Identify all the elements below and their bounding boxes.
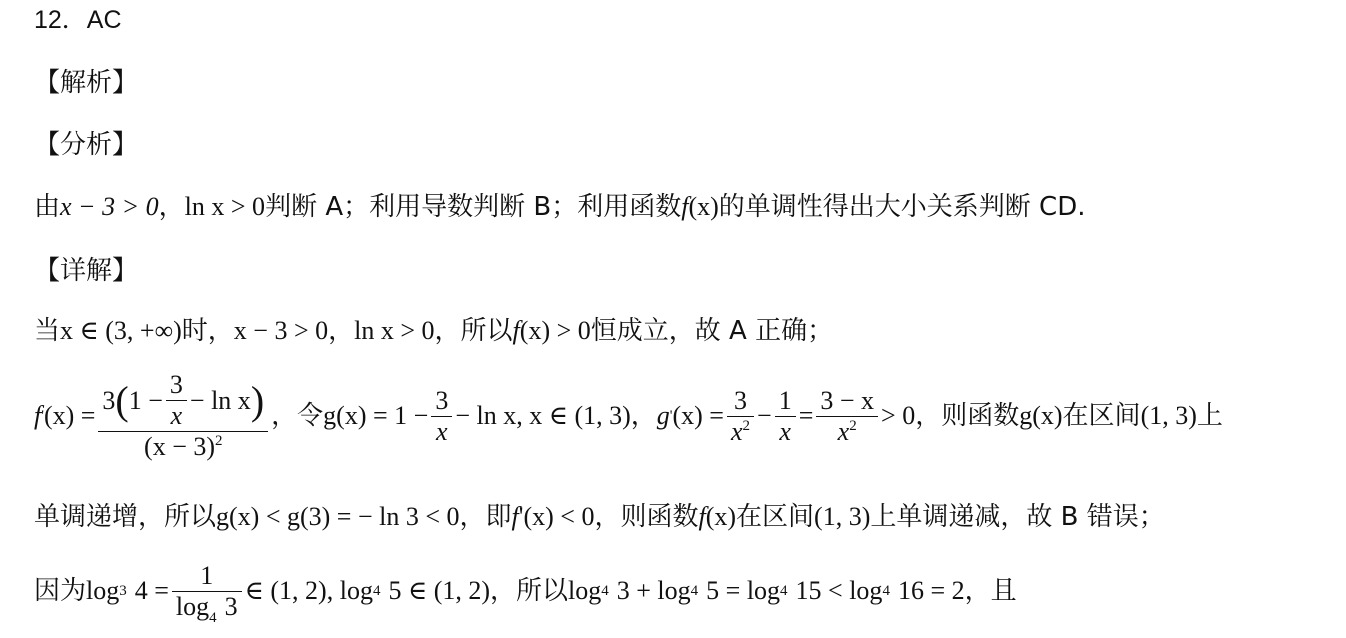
d2-inner-num: 3 bbox=[169, 370, 183, 400]
d2-left-paren: ( bbox=[115, 377, 129, 423]
d2-f3-exp: 2 bbox=[849, 417, 857, 434]
d2-f1-den: x bbox=[730, 416, 743, 446]
d2-num-tail: − ln x bbox=[189, 385, 251, 415]
analysis-math-1: x − 3 > 0 bbox=[60, 192, 159, 221]
d1-text-1: 当 bbox=[34, 316, 61, 346]
d3-math-f: f bbox=[511, 502, 519, 531]
d2-lhs-rest: (x) = bbox=[43, 401, 96, 430]
d4-in-1: ∈ (1, 2), log bbox=[244, 576, 373, 605]
d2-inner-fraction bbox=[166, 370, 187, 431]
d4-sum-a4: 16 = 2 bbox=[897, 576, 965, 605]
d4-fraction bbox=[172, 560, 242, 626]
d4-sum-a3: 15 < log bbox=[795, 576, 883, 605]
d2-den-base: (x − 3) bbox=[144, 431, 216, 461]
d2-num-3: 3 bbox=[102, 385, 116, 415]
d2-right-paren: ) bbox=[250, 377, 265, 423]
d2-f3-den: x bbox=[837, 416, 850, 446]
d4-text-3: ，且 bbox=[964, 576, 1017, 606]
d2-text-5: 上 bbox=[1196, 401, 1223, 431]
d3-text-5: 上单调递减，故 B 错误； bbox=[870, 502, 1165, 532]
d4-sum-log1: log bbox=[568, 576, 602, 605]
d2-f1-exp: 2 bbox=[742, 417, 751, 434]
d3-text-3: ，则函数 bbox=[594, 502, 699, 532]
d2-gp-rest: (x) = bbox=[672, 401, 724, 430]
analysis-line bbox=[34, 194, 1086, 220]
d3-text-2: ，即 bbox=[459, 502, 512, 532]
section-jiexi-label: 【解析】 bbox=[34, 68, 139, 98]
d2-frac-1 bbox=[727, 386, 754, 447]
d2-f2-num: 1 bbox=[778, 385, 792, 415]
d2-g-fn: g(x) bbox=[1019, 401, 1063, 430]
detail-line-2: f ' (x) = 3 ( 1 − $\frac{3}{x}$ − ln x ) $(x - 3)^2$ ，令 g(x) = 1 − $\frac{3}{x}$ − ln x, x ∈ (1, 3) ， g ' (x) = $\frac{3}{x^2}$ − $\frac{1}{x}$ = $\frac{3 - x}{x^2}$ > 0 ，则函数 g(x) 在区间 (1, 3) 上 bbox=[34, 370, 1223, 461]
d2-g-den: x bbox=[436, 416, 448, 446]
d1-text-4: ，所以 bbox=[434, 316, 513, 346]
section-xiangjie-label: 【详解】 bbox=[34, 256, 139, 286]
d2-inner-den: x bbox=[170, 401, 183, 431]
d2-den-exp: 2 bbox=[215, 432, 223, 449]
analysis-text-4: 的单调性得出大小关系判断 CD. bbox=[718, 192, 1086, 222]
section-fenxi bbox=[34, 132, 138, 158]
d2-interval: (1, 3) bbox=[1140, 401, 1197, 430]
d4-frac-num: 1 bbox=[200, 560, 214, 590]
d2-text-2: ， bbox=[630, 401, 657, 431]
answer-line bbox=[34, 8, 122, 33]
d2-f: f bbox=[34, 401, 42, 430]
d1-text-5: 恒成立，故 A 正确； bbox=[590, 316, 834, 346]
d4-frac-den-arg: 3 bbox=[224, 591, 238, 621]
d3-math-4: (1, 3) bbox=[814, 502, 871, 531]
d1-math-5: (x) > 0 bbox=[519, 316, 591, 345]
d4-log: log bbox=[86, 576, 120, 605]
d2-gt0: > 0 bbox=[881, 401, 916, 430]
section-xiangjie bbox=[34, 258, 138, 284]
d1-text-3: ， bbox=[328, 316, 355, 346]
answer-text: 12．AC bbox=[34, 6, 122, 34]
analysis-text-3: 判断 A；利用导数判断 B；利用函数 bbox=[265, 192, 682, 222]
analysis-math-fx: (x) bbox=[688, 192, 719, 221]
d4-in-2: 5 ∈ (1, 2) bbox=[388, 576, 491, 605]
analysis-text-1: 由 bbox=[34, 192, 61, 222]
d4-text-2: ，所以 bbox=[490, 576, 569, 606]
analysis-math-f: f bbox=[681, 192, 689, 221]
detail-line-4: 因为 log 3 4 = $\frac{1}{\log_4 3}$ ∈ (1, 2), log 4 5 ∈ (1, 2) ，所以 log 4 3 + log 4 5 = log 4 15 < log 4 16 = 2 ，且 bbox=[34, 560, 1017, 626]
d3-math-f2: f bbox=[698, 502, 706, 531]
d2-g-def: g(x) = 1 − bbox=[323, 401, 429, 430]
d4-frac-den-log: log bbox=[175, 591, 210, 621]
d4-sum-a1: 3 + log bbox=[616, 576, 691, 605]
section-jiexi bbox=[34, 70, 138, 96]
detail-line-1 bbox=[34, 318, 833, 344]
d3-math-3: (x) bbox=[705, 502, 737, 531]
d3-text-4: 在区间 bbox=[736, 502, 815, 532]
d4-frac-den-base: 4 bbox=[209, 609, 217, 626]
d2-main-fraction bbox=[98, 370, 268, 462]
d3-text-1: 单调递增，所以 bbox=[34, 502, 217, 532]
d2-g-fraction bbox=[431, 386, 452, 447]
d2-f1-num: 3 bbox=[733, 385, 747, 415]
d1-text-2: 时， bbox=[181, 316, 234, 346]
d2-text-1: ，令 bbox=[271, 401, 324, 431]
d1-math-1: x ∈ (3, +∞) bbox=[60, 316, 182, 345]
d1-math-f: f bbox=[512, 316, 520, 345]
d2-eq: = bbox=[798, 401, 814, 430]
d2-minus: − bbox=[757, 401, 772, 430]
d1-math-3: ln x > 0 bbox=[354, 316, 435, 345]
d2-g-num: 3 bbox=[435, 385, 449, 415]
d2-f2-den: x bbox=[779, 416, 791, 446]
detail-line-3 bbox=[34, 504, 1165, 530]
d2-text-3: ，则函数 bbox=[915, 401, 1020, 431]
d4-arg-4: 4 = bbox=[134, 576, 169, 605]
d2-g-tail: − ln x, x ∈ (1, 3) bbox=[455, 401, 631, 430]
d4-text-1: 因为 bbox=[34, 576, 87, 606]
section-fenxi-label: 【分析】 bbox=[34, 130, 139, 160]
d2-text-4: 在区间 bbox=[1062, 401, 1141, 431]
analysis-math-2: ln x > 0 bbox=[184, 192, 266, 221]
d1-math-2: x − 3 > 0 bbox=[233, 316, 329, 345]
analysis-text-2: ， bbox=[158, 192, 185, 222]
d3-math-2: '(x) < 0 bbox=[518, 502, 595, 531]
d2-frac-2 bbox=[775, 386, 796, 447]
d4-sum-a2: 5 = log bbox=[706, 576, 781, 605]
d2-gp-g: g bbox=[656, 401, 670, 430]
d2-f3-num: 3 − x bbox=[820, 385, 875, 415]
d2-frac-3 bbox=[816, 386, 878, 447]
d3-math-1: g(x) < g(3) = − ln 3 < 0 bbox=[216, 502, 460, 531]
d2-num-1: 1 − bbox=[128, 385, 163, 415]
